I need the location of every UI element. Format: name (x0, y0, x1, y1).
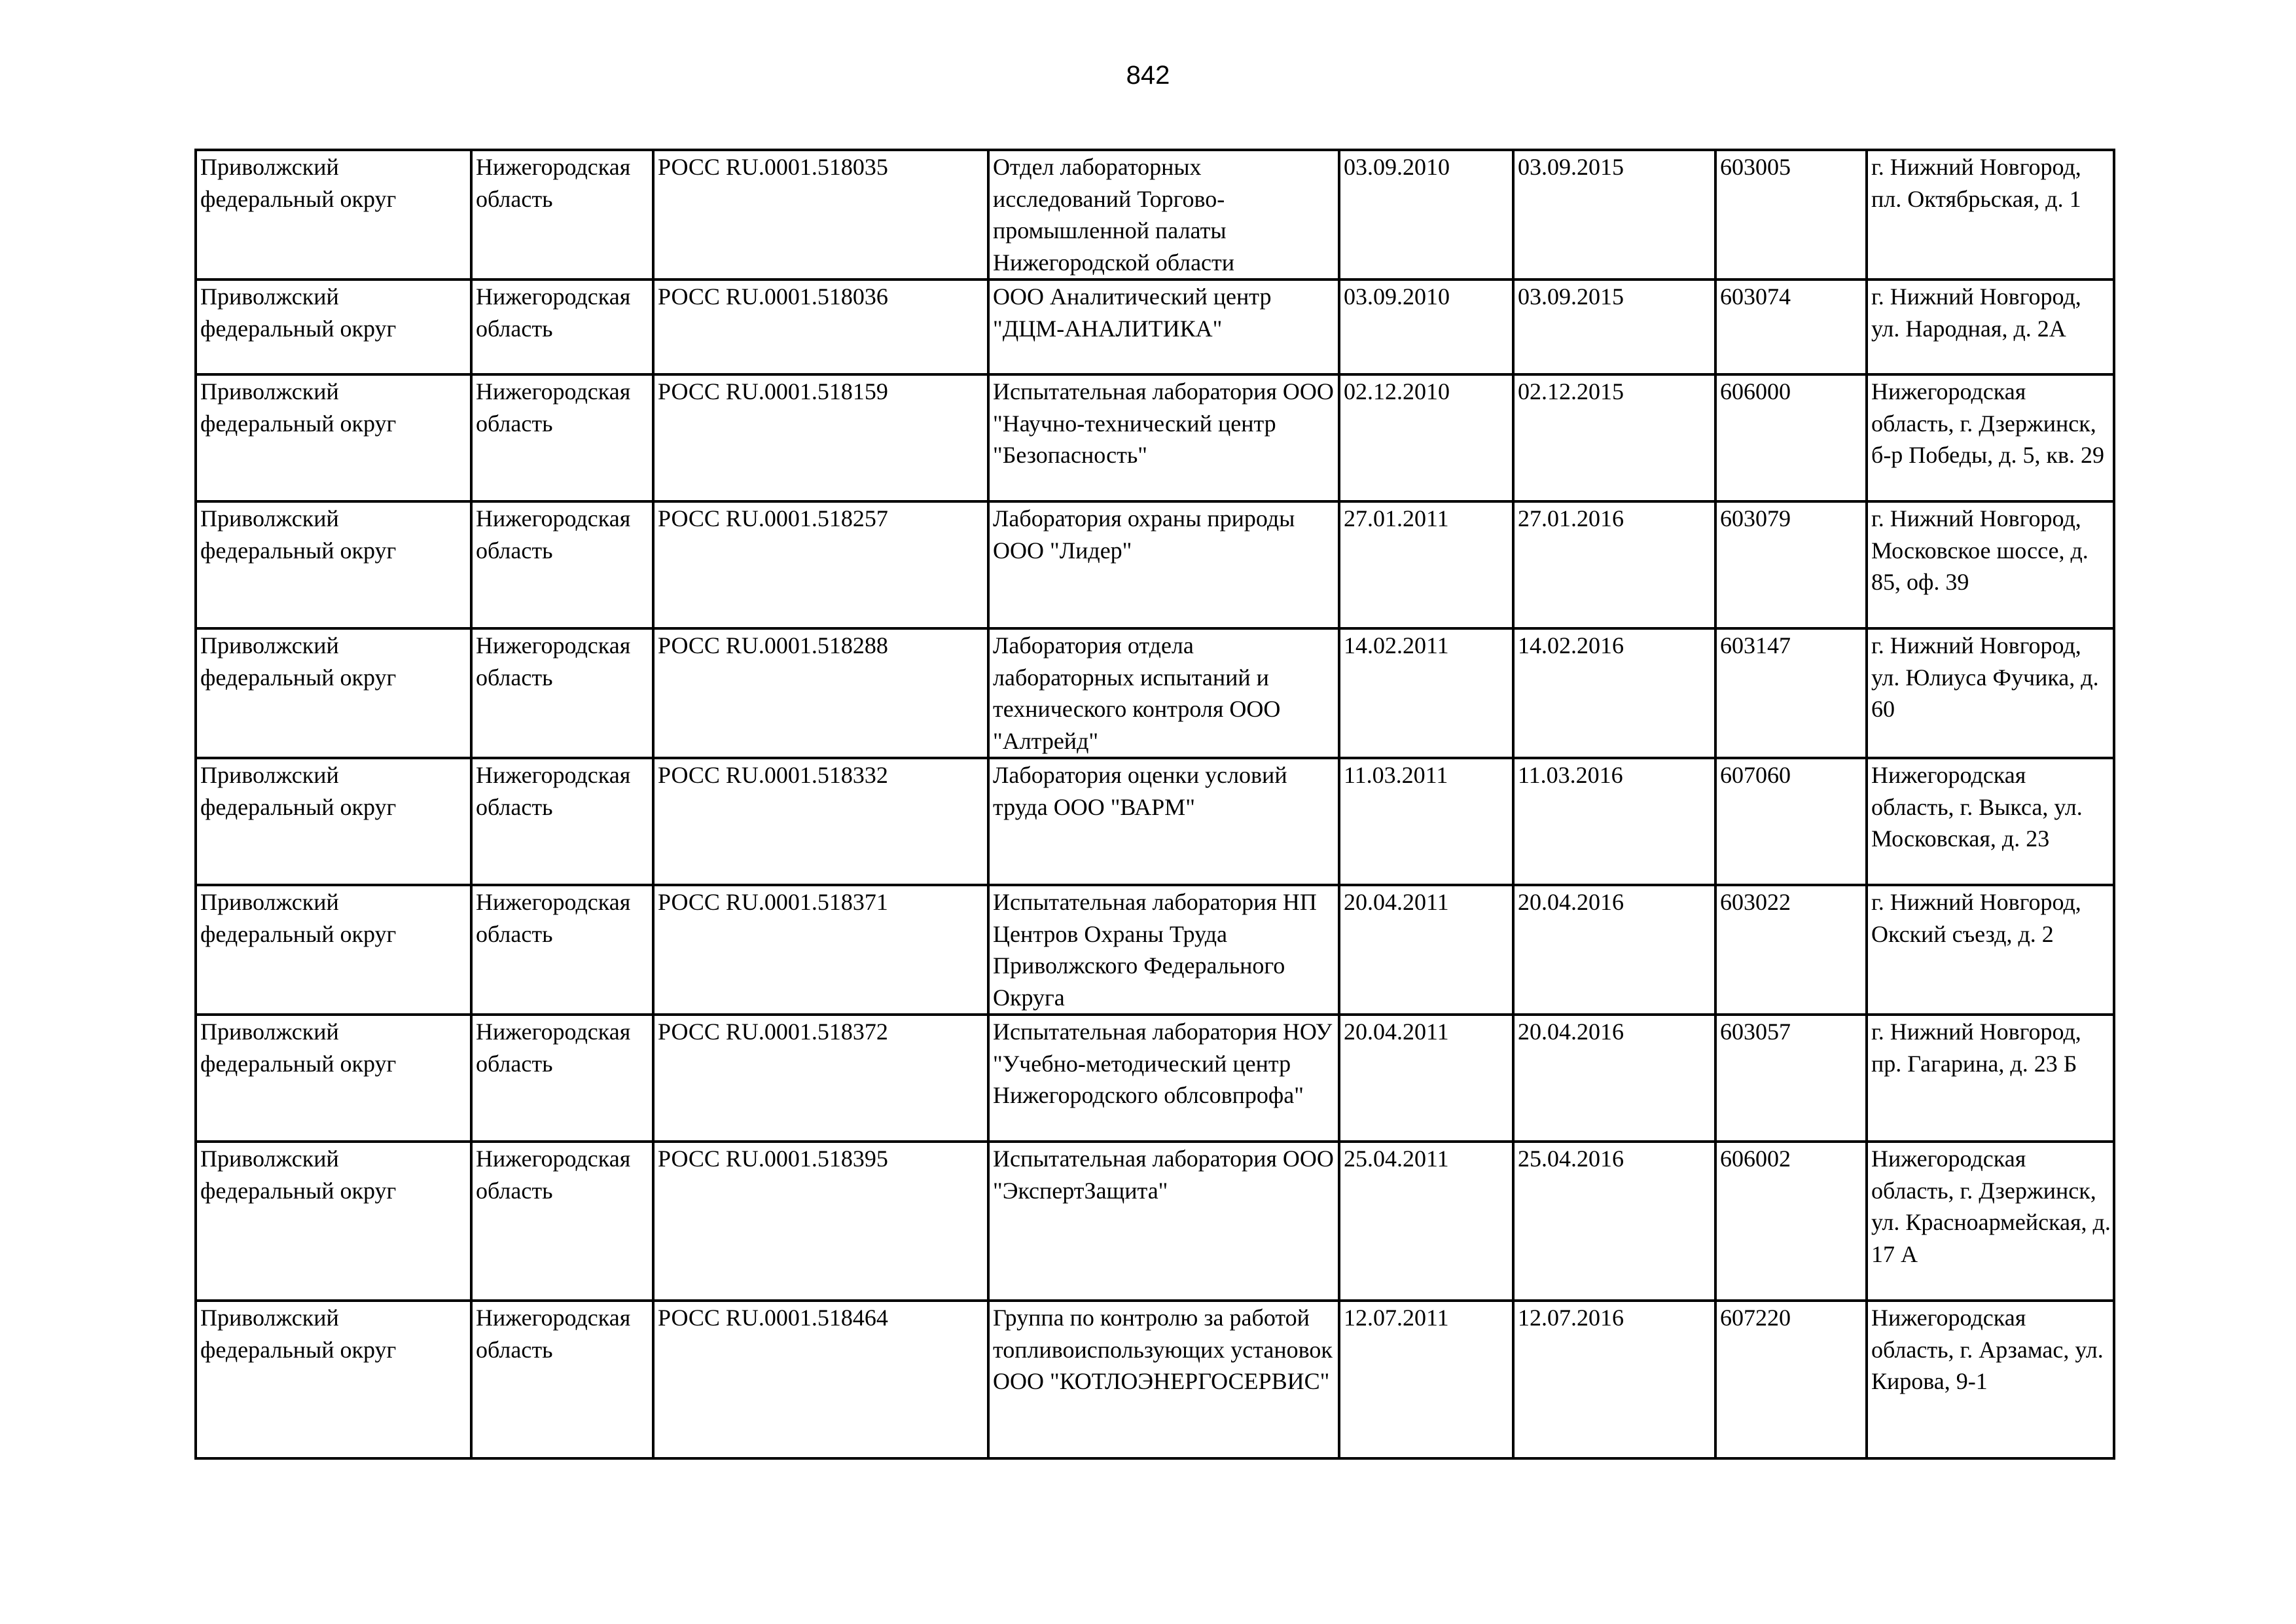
address-cell: г. Нижний Новгород, ул. Народная, д. 2А (1867, 280, 2114, 374)
registration-number-cell: РОСС RU.0001.518395 (653, 1142, 988, 1301)
postcode-cell: 603074 (1715, 280, 1867, 374)
postcode-cell: 603022 (1715, 885, 1867, 1015)
organization-cell: Отдел лабораторных исследований Торгово-промышленной палаты Нижегородской области (988, 150, 1339, 280)
date-from-cell: 14.02.2011 (1339, 628, 1513, 758)
organization-cell: Испытательная лаборатория НОУ "Учебно-методический центр Нижегородского облсовпрофа" (988, 1015, 1339, 1142)
table-row (196, 1301, 2114, 1458)
date-from-cell: 03.09.2010 (1339, 280, 1513, 374)
date-to-cell: 27.01.2016 (1513, 501, 1715, 628)
registration-number-cell: РОСС RU.0001.518371 (653, 885, 988, 1015)
region-cell: Нижегородская область (471, 758, 653, 885)
address-cell: Нижегородская область, г. Арзамас, ул. Кирова, 9-1 (1867, 1301, 2114, 1458)
region-cell: Нижегородская область (471, 501, 653, 628)
registration-number-cell: РОСС RU.0001.518159 (653, 374, 988, 501)
organization-cell: Лаборатория охраны природы ООО "Лидер" (988, 501, 1339, 628)
date-from-cell: 20.04.2011 (1339, 1015, 1513, 1142)
registration-number-cell: РОСС RU.0001.518464 (653, 1301, 988, 1458)
date-to-cell: 12.07.2016 (1513, 1301, 1715, 1458)
date-to-cell: 20.04.2016 (1513, 1015, 1715, 1142)
district-cell: Приволжский федеральный округ (196, 1301, 471, 1458)
address-cell: г. Нижний Новгород, пл. Октябрьская, д. 1 (1867, 150, 2114, 280)
district-cell: Приволжский федеральный округ (196, 758, 471, 885)
date-to-cell: 25.04.2016 (1513, 1142, 1715, 1301)
table-row (196, 1015, 2114, 1142)
date-from-cell: 20.04.2011 (1339, 885, 1513, 1015)
district-cell: Приволжский федеральный округ (196, 628, 471, 758)
address-cell: Нижегородская область, г. Дзержинск, б-р Победы, д. 5, кв. 29 (1867, 374, 2114, 501)
district-cell: Приволжский федеральный округ (196, 1142, 471, 1301)
region-cell: Нижегородская область (471, 628, 653, 758)
district-cell: Приволжский федеральный округ (196, 501, 471, 628)
postcode-cell: 606000 (1715, 374, 1867, 501)
date-to-cell: 02.12.2015 (1513, 374, 1715, 501)
table-row (196, 150, 2114, 280)
registration-number-cell: РОСС RU.0001.518332 (653, 758, 988, 885)
organization-cell: Лаборатория оценки условий труда ООО "ВАРМ" (988, 758, 1339, 885)
table-row (196, 280, 2114, 374)
organization-cell: Лаборатория отдела лабораторных испытаний и технического контроля ООО "Алтрейд" (988, 628, 1339, 758)
table-row (196, 501, 2114, 628)
table-row (196, 374, 2114, 501)
page-number: 842 (1126, 61, 1170, 90)
date-from-cell: 03.09.2010 (1339, 150, 1513, 280)
date-to-cell: 03.09.2015 (1513, 280, 1715, 374)
date-to-cell: 20.04.2016 (1513, 885, 1715, 1015)
postcode-cell: 607220 (1715, 1301, 1867, 1458)
address-cell: Нижегородская область, г. Дзержинск, ул. Красноармейская, д. 17 А (1867, 1142, 2114, 1301)
registration-number-cell: РОСС RU.0001.518257 (653, 501, 988, 628)
organization-cell: Испытательная лаборатория ООО "ЭкспертЗащита" (988, 1142, 1339, 1301)
address-cell: г. Нижний Новгород, пр. Гагарина, д. 23 Б (1867, 1015, 2114, 1142)
registry-table (194, 149, 2115, 1460)
region-cell: Нижегородская область (471, 1301, 653, 1458)
postcode-cell: 606002 (1715, 1142, 1867, 1301)
region-cell: Нижегородская область (471, 1142, 653, 1301)
date-from-cell: 12.07.2011 (1339, 1301, 1513, 1458)
district-cell: Приволжский федеральный округ (196, 374, 471, 501)
table-row (196, 1142, 2114, 1301)
region-cell: Нижегородская область (471, 885, 653, 1015)
table-row (196, 885, 2114, 1015)
postcode-cell: 603147 (1715, 628, 1867, 758)
registration-number-cell: РОСС RU.0001.518035 (653, 150, 988, 280)
address-cell: г. Нижний Новгород, ул. Юлиуса Фучика, д. 60 (1867, 628, 2114, 758)
postcode-cell: 603057 (1715, 1015, 1867, 1142)
organization-cell: ООО Аналитический центр "ДЦМ-АНАЛИТИКА" (988, 280, 1339, 374)
table-row (196, 628, 2114, 758)
district-cell: Приволжский федеральный округ (196, 885, 471, 1015)
district-cell: Приволжский федеральный округ (196, 150, 471, 280)
postcode-cell: 607060 (1715, 758, 1867, 885)
registration-number-cell: РОСС RU.0001.518372 (653, 1015, 988, 1142)
region-cell: Нижегородская область (471, 1015, 653, 1142)
date-from-cell: 02.12.2010 (1339, 374, 1513, 501)
date-to-cell: 14.02.2016 (1513, 628, 1715, 758)
date-from-cell: 27.01.2011 (1339, 501, 1513, 628)
region-cell: Нижегородская область (471, 150, 653, 280)
date-from-cell: 25.04.2011 (1339, 1142, 1513, 1301)
organization-cell: Группа по контролю за работой топливоиспользующих установок ООО "КОТЛОЭНЕРГОСЕРВИС" (988, 1301, 1339, 1458)
registration-number-cell: РОСС RU.0001.518036 (653, 280, 988, 374)
organization-cell: Испытательная лаборатория НП Центров Охраны Труда Приволжского Федерального Округа (988, 885, 1339, 1015)
date-from-cell: 11.03.2011 (1339, 758, 1513, 885)
table-row (196, 758, 2114, 885)
postcode-cell: 603005 (1715, 150, 1867, 280)
address-cell: г. Нижний Новгород, Окский съезд, д. 2 (1867, 885, 2114, 1015)
region-cell: Нижегородская область (471, 374, 653, 501)
date-to-cell: 03.09.2015 (1513, 150, 1715, 280)
region-cell: Нижегородская область (471, 280, 653, 374)
date-to-cell: 11.03.2016 (1513, 758, 1715, 885)
table-body (196, 150, 2114, 1458)
address-cell: Нижегородская область, г. Выкса, ул. Московская, д. 23 (1867, 758, 2114, 885)
registration-number-cell: РОСС RU.0001.518288 (653, 628, 988, 758)
address-cell: г. Нижний Новгород, Московское шоссе, д. 85, оф. 39 (1867, 501, 2114, 628)
postcode-cell: 603079 (1715, 501, 1867, 628)
district-cell: Приволжский федеральный округ (196, 1015, 471, 1142)
organization-cell: Испытательная лаборатория ООО "Научно-технический центр "Безопасность" (988, 374, 1339, 501)
district-cell: Приволжский федеральный округ (196, 280, 471, 374)
